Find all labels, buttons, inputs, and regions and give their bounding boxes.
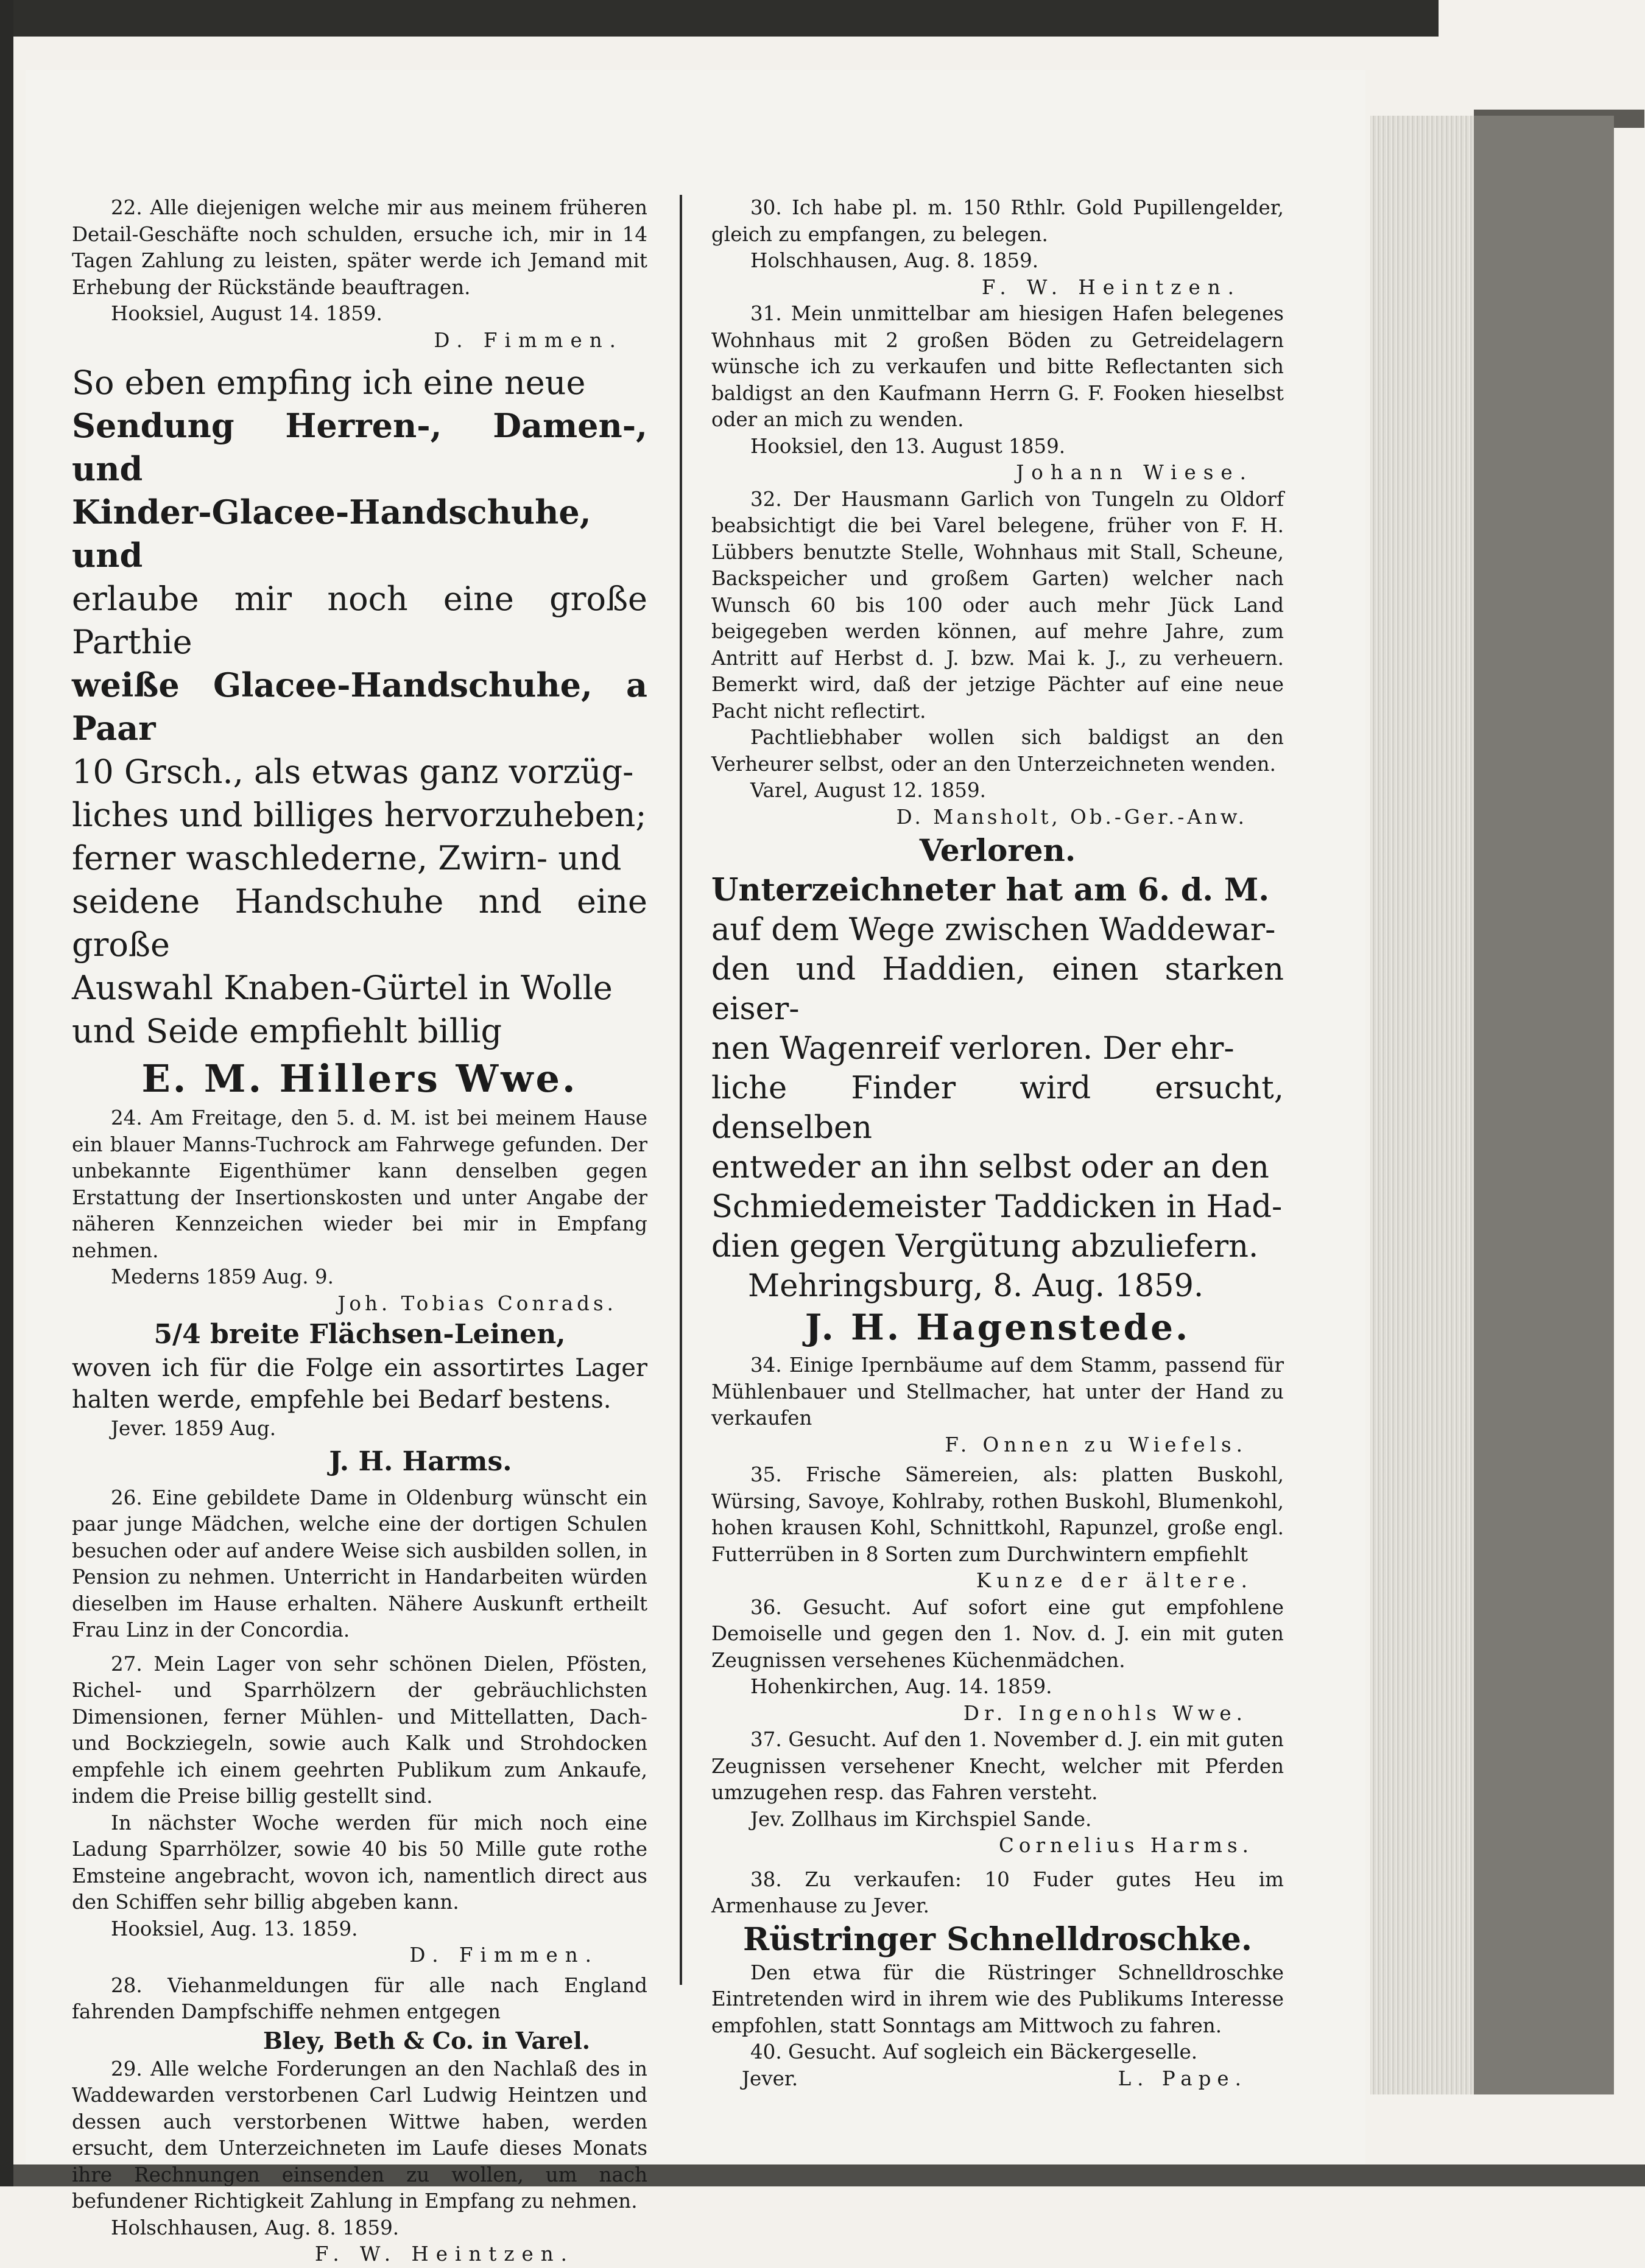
- ad-signature: F. Onnen zu Wiefels.: [945, 1433, 1247, 1456]
- ad-place: Holschhausen, Aug. 8. 1859.: [750, 249, 1039, 272]
- ad-39-droschke: [711, 1920, 1284, 2040]
- ad-text: Den etwa für die Rüstringer Schnelldroschke Eintretenden wird in ihrem wie des Publikums Interesse empfohlen, statt Sonntags am Mittwoch zu fahren.: [711, 1961, 1284, 2037]
- ad-37: [711, 1727, 1284, 1859]
- ad-line: den und Haddien, einen starken eiser-: [711, 952, 1284, 1027]
- scan-top-shadow: [13, 0, 1439, 37]
- ad-text-2: In nächster Woche werden für mich noch eine Ladung Sparrhölzer, sowie 40 bis 50 Mille gute rothe Emsteine angebracht, wovon ich, namentlich direct aus den Schiffen sehr billig abgeben kann.: [72, 1811, 647, 1914]
- ad-signature: Dr. Ingenohls Wwe.: [963, 1701, 1247, 1725]
- ad-place: Mederns 1859 Aug. 9.: [111, 1265, 334, 1288]
- ad-line: Schmiedemeister Taddicken in Had-: [711, 1189, 1283, 1225]
- column-divider: [680, 195, 682, 1985]
- ad-text: 31. Mein unmittelbar am hiesigen Hafen belegenes Wohnhaus mit 2 großen Böden zu Getreidelagern wünsche ich zu verkaufen und bitte Reflectanten sich baldigst an den Kaufmann Herrn G. F. Fooken hieselbst oder an mich zu wenden.: [711, 302, 1284, 431]
- ad-line: 10 Grsch., als etwas ganz vorzüg-: [72, 753, 634, 791]
- ad-footer: [711, 2066, 1284, 2093]
- ad-text: 27. Mein Lager von sehr schönen Dielen, Pfösten, Richel- und Sparrhölzern der gebräuchlichsten Dimensionen, ferner Mühlen- und Mittellatten, Dach- und Bockziegeln, sowie auch Kalk und Strohdocken empfehle ich einem geehrten Publikum zum Ankaufe, indem die Preise billig gestellt sind.: [72, 1652, 647, 1808]
- binding-shadow: [0, 0, 13, 2186]
- ad-38: [711, 1867, 1284, 1920]
- ad-line: erlaube mir noch eine große Parthie: [72, 580, 647, 661]
- ad-text-2: Pachtliebhaber wollen sich baldigst an den Verheurer selbst, oder an den Unterzeichneten wenden.: [711, 726, 1284, 776]
- ad-line: liches und billiges hervorzuheben;: [72, 796, 647, 834]
- ad-text: 22. Alle diejenigen welche mir aus meinem früheren Detail-Geschäfte noch schulden, ersuche ich, mir in 14 Tagen Zahlung zu leisten, später werde ich Jemand mit Erhebung der Rückstände beauftragen.: [72, 196, 647, 299]
- book-cover: [1474, 116, 1614, 2094]
- ad-place: Jever. 1859 Aug.: [111, 1417, 277, 1440]
- ad-30: [711, 195, 1284, 301]
- ad-text: 28. Viehanmeldungen für alle nach England fahrenden Dampfschiffe nehmen entgegen: [72, 1973, 647, 2023]
- ad-line: entweder an ihn selbst oder an den: [711, 1150, 1269, 1185]
- ad-text: 40. Gesucht. Auf sogleich ein Bäckergeselle.: [750, 2040, 1198, 2063]
- ad-text: 34. Einige Ipernbäume auf dem Stamm, passend für Mühlenbauer und Stellmacher, hat unter der Hand zu verkaufen: [711, 1353, 1284, 1430]
- ad-text: 32. Der Hausmann Garlich von Tungeln zu Oldorf beabsichtigt die bei Varel belegene, früher von F. H. Lübbers benutzte Stelle, Wohnhaus mit Stall, Scheune, Backspeicher und großem Garten) welcher nach Wunsch 60 bis 100 oder auch mehr Jück Land beigegeben werden können, auf mehre Jahre, zum Antritt auf Herbst d. J. bzw. Mai k. J., zu verheuern. Bemerkt wird, daß der jetzige Pächter auf eine neue Pacht nicht reflectirt.: [711, 487, 1284, 723]
- ad-line: Mehringsburg, 8. Aug. 1859.: [748, 1268, 1204, 1304]
- ad-text: 35. Frische Sämereien, als: platten Buskohl, Würsing, Savoye, Kohlraby, rothen Buskohl, Blumenkohl, hohen krausen Kohl, Schnittkohl, Rapunzel, große engl. Futterrüben in 8 Sorten zum Durchwintern empfiehlt: [711, 1463, 1284, 1566]
- ad-line: auf dem Wege zwischen Waddewar-: [711, 912, 1276, 948]
- ad-signature: Kunze der ältere.: [976, 1569, 1253, 1592]
- ad-signature: L. Pape.: [1118, 2066, 1247, 2090]
- ad-text: 37. Gesucht. Auf den 1. November d. J. ein mit guten Zeugnissen versehener Knecht, welcher mit Pferden umzugehen resp. das Fahren versteht.: [711, 1728, 1284, 1804]
- ad-22: [72, 195, 647, 354]
- ad-place: Hooksiel, den 13. August 1859.: [750, 434, 1066, 458]
- ad-line: weiße Glacee-Handschuhe, a Paar: [72, 665, 647, 748]
- ad-28: [72, 1973, 647, 2056]
- ad-firm: J. H. Hagenstede.: [805, 1307, 1191, 1348]
- ad-signature: F. W. Heintzen.: [981, 275, 1241, 299]
- ad-signature: F. W. Heintzen.: [314, 2242, 574, 2266]
- ad-place: Hooksiel, August 14. 1859.: [111, 302, 382, 325]
- ad-34: [711, 1352, 1284, 1458]
- ad-text: 36. Gesucht. Auf sofort eine gut empfohlene Demoiselle und gegen den 1. Nov. d. J. ein mit guten Zeugnissen versehenes Küchenmädchen.: [711, 1595, 1284, 1672]
- ad-35: [711, 1462, 1284, 1595]
- ad-line: Sendung Herren-, Damen-, und: [72, 406, 647, 488]
- ad-place: Jev. Zollhaus im Kirchspiel Sande.: [750, 1807, 1092, 1831]
- ad-40: [711, 2039, 1284, 2092]
- ad-signature: D. Fimmen.: [434, 328, 623, 352]
- left-column: [72, 195, 647, 2268]
- ad-title: Verloren.: [919, 832, 1076, 868]
- ad-text: 24. Am Freitage, den 5. d. M. ist bei meinem Hause ein blauer Manns-Tuchrock am Fahrwege gefunden. Der unbekannte Eigenthümer kann denselben gegen Erstattung der Insertionskosten und unter Angabe der näheren Kennzeichen wieder bei mir in Empfang nehmen.: [72, 1106, 647, 1262]
- ad-signature: D. Mansholt, Ob.-Ger.-Anw.: [896, 805, 1247, 829]
- ad-line: und Seide empfiehlt billig: [72, 1012, 502, 1050]
- ad-line: Kinder-Glacee-Handschuhe, und: [72, 493, 591, 575]
- ad-line: Unterzeichneter hat am 6. d. M.: [711, 872, 1270, 908]
- ad-firm: E. M. Hillers Wwe.: [141, 1056, 578, 1101]
- ad-place: Jever.: [742, 2066, 798, 2090]
- ad-line: dien gegen Vergütung abzuliefern.: [711, 1229, 1259, 1265]
- ad-26: [72, 1485, 647, 1644]
- ad-heading: 5/4 breite Flächsen-Leinen,: [153, 1319, 566, 1350]
- ad-24: [72, 1105, 647, 1317]
- ad-place: Varel, August 12. 1859.: [750, 779, 986, 802]
- ad-23-gloves: [72, 361, 647, 1105]
- ad-line: nen Wagenreif verloren. Der ehr-: [711, 1031, 1235, 1067]
- ad-32: [711, 486, 1284, 831]
- ad-31: [711, 301, 1284, 486]
- ad-line: ferner waschlederne, Zwirn- und: [72, 839, 622, 877]
- ad-line: Auswahl Knaben-Gürtel in Wolle: [72, 969, 613, 1007]
- ad-place: Holschhausen, Aug. 8. 1859.: [111, 2216, 400, 2239]
- ad-firm: J. H. Harms.: [329, 1445, 512, 1477]
- ad-signature: Johann Wiese.: [1016, 461, 1253, 484]
- ad-signature: Cornelius Harms.: [999, 1834, 1253, 1857]
- ad-signature: Joh. Tobias Conrads.: [337, 1291, 617, 1315]
- ad-text: woven ich für die Folge ein assortirtes Lager halten werde, empfehle bei Bedarf bestens.: [72, 1354, 647, 1414]
- ad-line: seidene Handschuhe nnd eine große: [72, 882, 647, 964]
- right-column: [711, 195, 1284, 2092]
- ad-firm: Bley, Beth & Co. in Varel.: [262, 2026, 591, 2054]
- ad-line: So eben empfing ich eine neue: [72, 363, 586, 402]
- ad-text: 26. Eine gebildete Dame in Oldenburg wünscht ein paar junge Mädchen, welche eine der dortigen Schulen besuchen oder auf andere Weise sich ausbilden sollen, in Pension zu nehmen. Unterricht in Handarbeiten würden dieselben im Hause erhalten. Nähere Auskunft ertheilt Frau Linz in der Concordia.: [72, 1486, 647, 1641]
- ad-36: [711, 1595, 1284, 1727]
- ad-text: 30. Ich habe pl. m. 150 Rthlr. Gold Pupillengelder, gleich zu empfangen, zu belegen.: [711, 196, 1284, 246]
- ad-29: [72, 2056, 647, 2268]
- ad-signature: D. Fimmen.: [409, 1943, 599, 1967]
- ad-line: liche Finder wird ersucht, denselben: [711, 1070, 1284, 1146]
- page-edges: [1370, 116, 1480, 2094]
- ad-text: 29. Alle welche Forderungen an den Nachlaß des in Waddewarden verstorbenen Carl Ludwig Heintzen und dessen auch verstorbenen Wittwe haben, werden ersucht, dem Unterzeichneten im Laufe dieses Monats ihre Rechnungen einsenden zu wollen, um nach befundener Richtigkeit Zahlung in Empfang zu nehmen.: [72, 2057, 647, 2213]
- ad-text: 38. Zu verkaufen: 10 Fuder gutes Heu im Armenhause zu Jever.: [711, 1867, 1284, 1917]
- ad-27: [72, 1651, 647, 1969]
- ad-33-lost: [711, 830, 1284, 1349]
- ad-25-linen: [72, 1317, 647, 1481]
- ad-place: Hooksiel, Aug. 13. 1859.: [111, 1917, 358, 1940]
- ad-place: Hohenkirchen, Aug. 14. 1859.: [750, 1675, 1052, 1698]
- ad-title: Rüstringer Schnelldroschke.: [742, 1920, 1253, 1958]
